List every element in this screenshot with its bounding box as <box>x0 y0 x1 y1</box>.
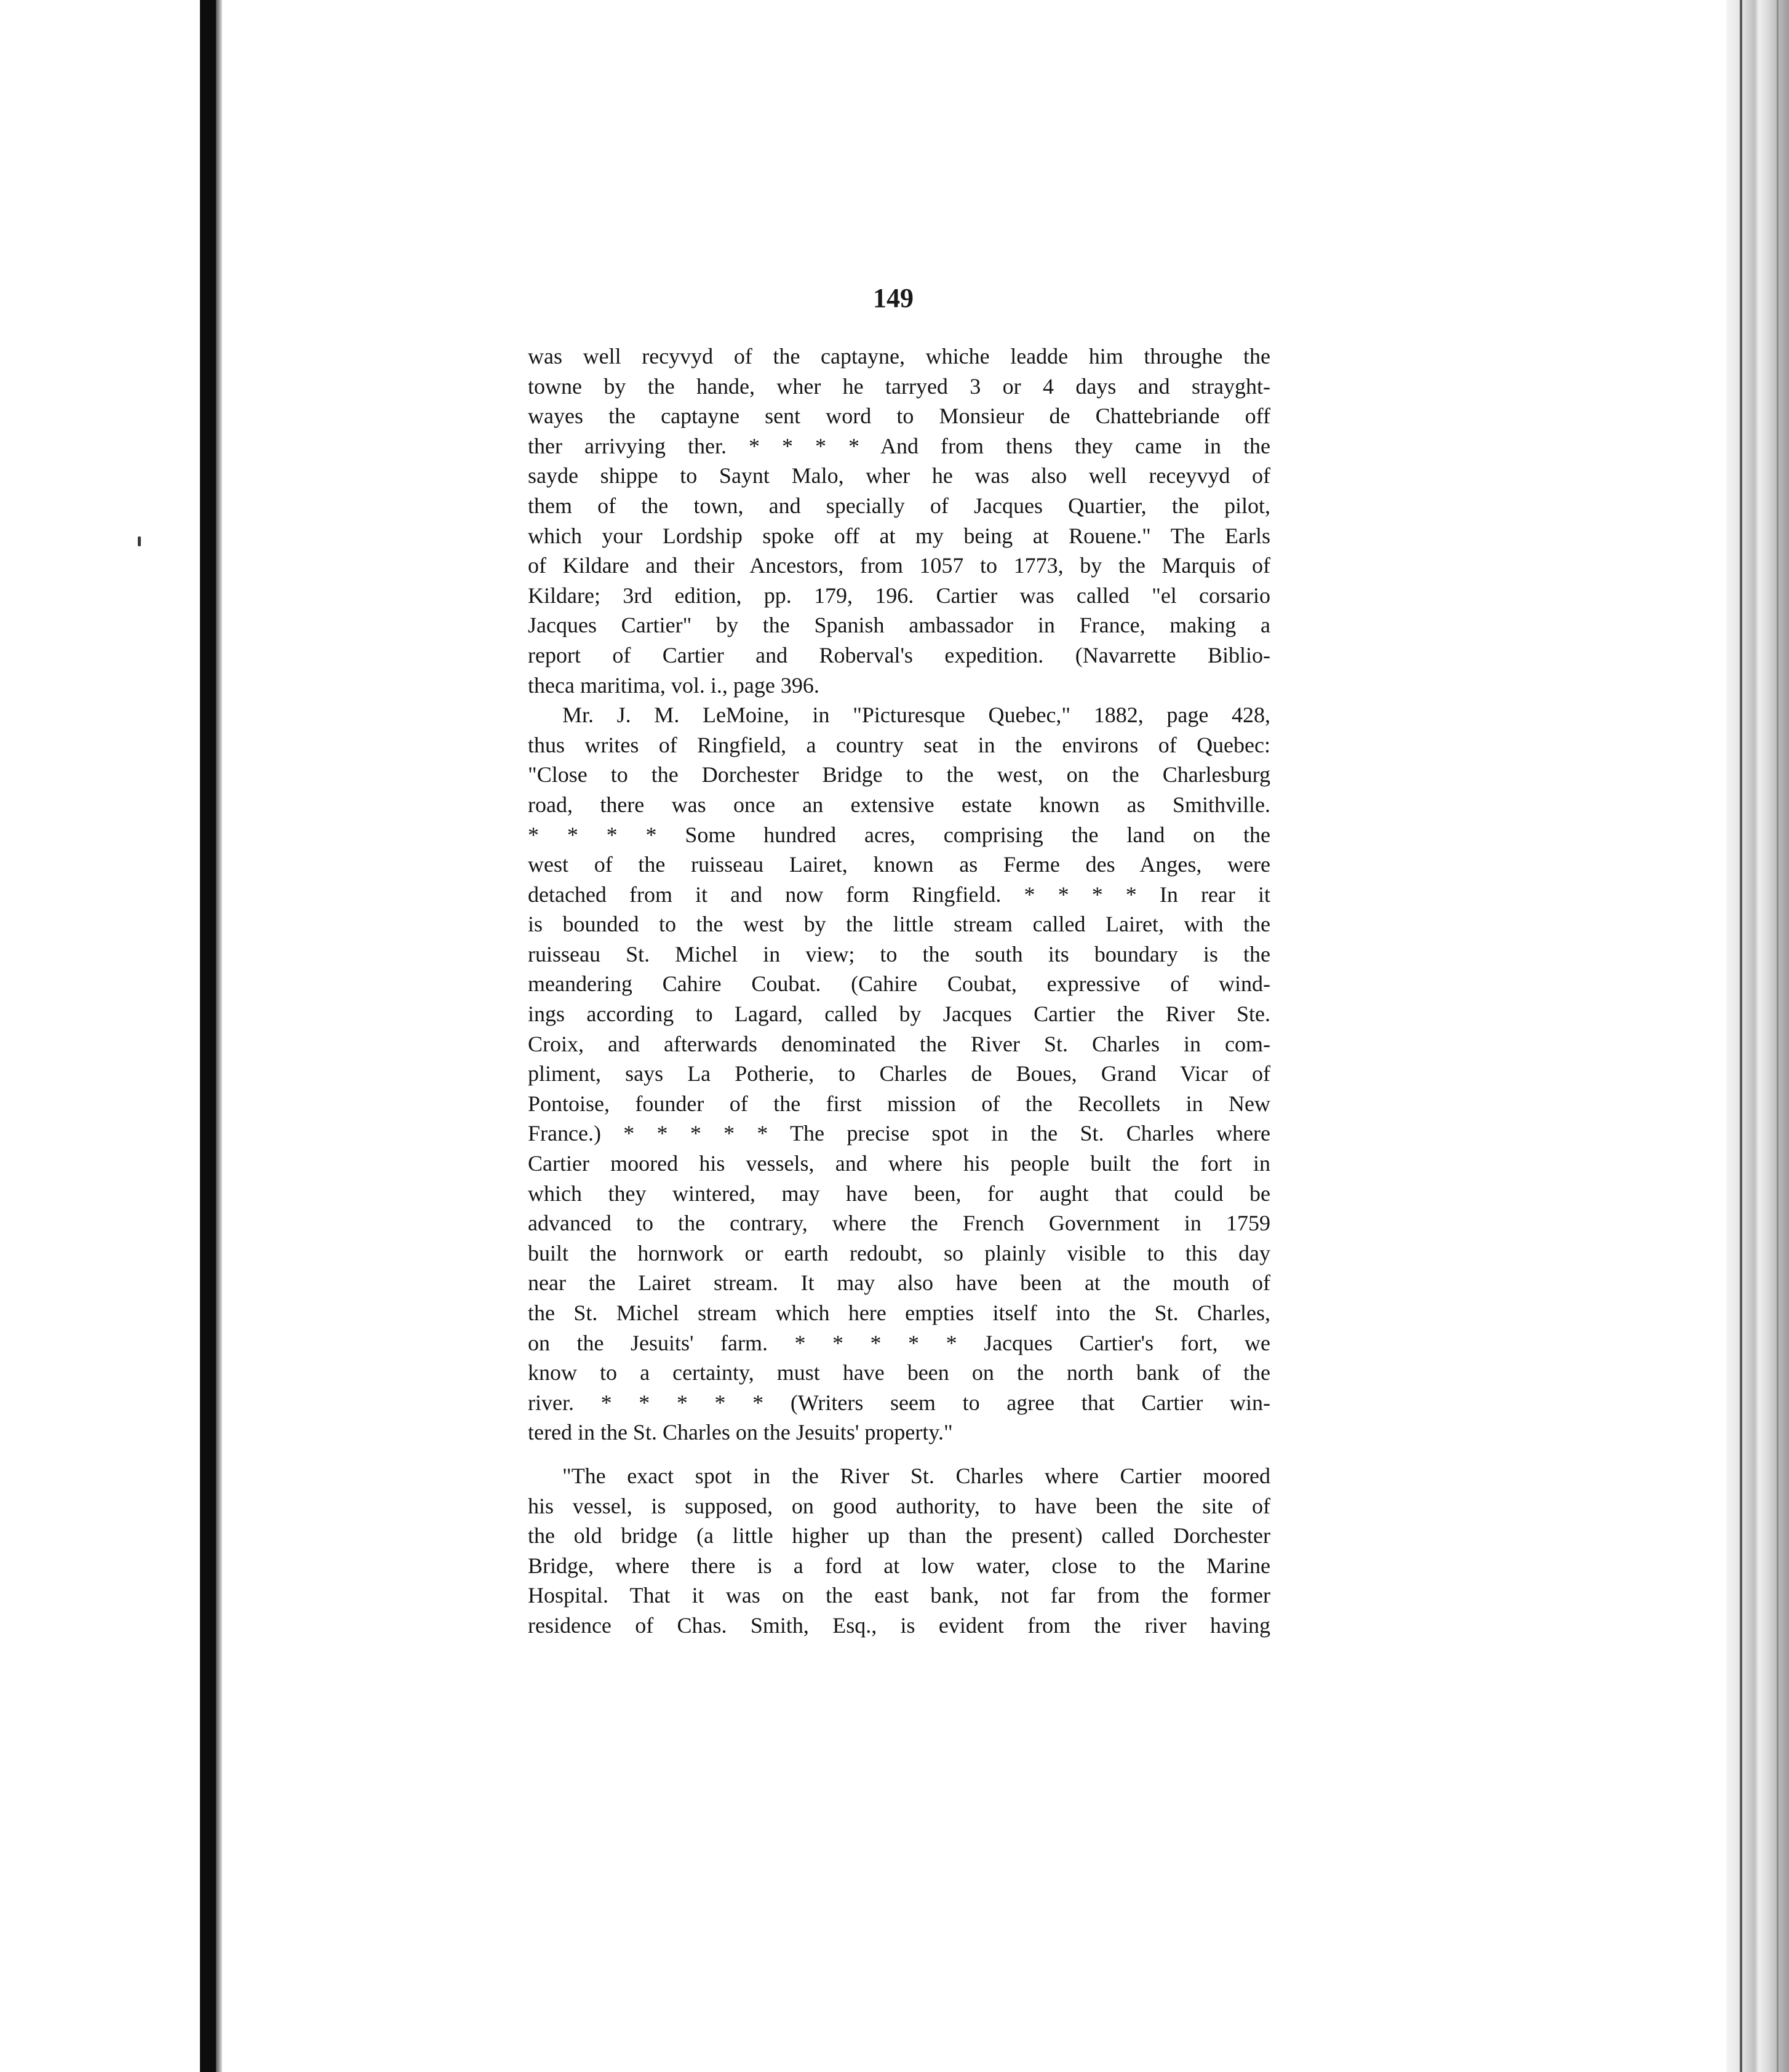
text-line: the St. Michel stream which here empties itself into the St. Charles, <box>528 1301 1270 1325</box>
text-line: Cartier moored his vessels, and where his people built the fort in <box>528 1151 1270 1176</box>
text-line: built the hornwork or earth redoubt, so plainly visible to this day <box>528 1240 1270 1265</box>
right-page-edges <box>1726 0 1789 2072</box>
text-line: on the Jesuits' farm. * * * * * Jacques Cartier's fort, we <box>528 1330 1270 1355</box>
text-line: residence of Chas. Smith, Esq., is evident from the river having <box>528 1612 1270 1638</box>
text-line: Croix, and afterwards denominated the River St. Charles in com- <box>528 1031 1270 1056</box>
text-line: Jacques Cartier" by the Spanish ambassador in France, making a <box>528 613 1270 638</box>
text-line: river. * * * * * (Writers seem to agree that Cartier win- <box>528 1390 1270 1415</box>
text-line: "The exact spot in the River St. Charles where Cartier moored <box>562 1463 1270 1488</box>
text-line: "Close to the Dorchester Bridge to the west, on the Charlesburg <box>528 762 1270 787</box>
text-line: theca maritima, vol. i., page 396. <box>528 672 819 698</box>
left-binding-edge <box>200 0 216 2072</box>
text-line: detached from it and now form Ringfield. * * * * In rear it <box>528 882 1270 907</box>
text-line: meandering Cahire Coubat. (Cahire Coubat, expressive of wind- <box>528 971 1270 997</box>
text-line: ruisseau St. Michel in view; to the south its boundary is the <box>528 941 1270 966</box>
text-line: them of the town, and specially of Jacques Quartier, the pilot, <box>528 493 1270 518</box>
text-line: Hospital. That it was on the east bank, not far from the former <box>528 1583 1270 1608</box>
text-line: of Kildare and their Ancestors, from 1057 to 1773, by the Marquis of <box>528 553 1270 578</box>
text-line: advanced to the contrary, where the French Government in 1759 <box>528 1211 1270 1236</box>
text-line: ings according to Lagard, called by Jacques Cartier the River Ste. <box>528 1002 1270 1027</box>
text-line: Kildare; 3rd edition, pp. 179, 196. Cartier was called "el corsario <box>528 583 1270 608</box>
text-line: sayde shippe to Saynt Malo, wher he was also well receyvyd of <box>528 463 1270 488</box>
text-line: which your Lordship spoke off at my being at Rouene." The Earls <box>528 523 1270 548</box>
text-line: tered in the St. Charles on the Jesuits' property." <box>528 1420 953 1445</box>
text-line: which they wintered, may have been, for aught that could be <box>528 1181 1270 1206</box>
text-line: Bridge, where there is a ford at low water, close to the Marine <box>528 1553 1270 1578</box>
text-line: pliment, says La Potherie, to Charles de Boues, Grand Vicar of <box>528 1061 1270 1086</box>
body-text <box>528 341 1270 1641</box>
margin-mark <box>138 536 141 546</box>
page-number: 149 <box>873 283 914 313</box>
text-line: west of the ruisseau Lairet, known as Ferme des Anges, were <box>528 852 1270 877</box>
text-line: wayes the captayne sent word to Monsieur de Chattebriande off <box>528 404 1270 429</box>
text-line: Mr. J. M. LeMoine, in "Picturesque Quebec," 1882, page 428, <box>562 703 1270 728</box>
right-page-edge-line <box>1740 0 1742 2072</box>
paragraph-gap <box>528 1448 1270 1461</box>
text-line: know to a certainty, must have been on the north bank of the <box>528 1360 1270 1385</box>
text-line: near the Lairet stream. It may also have been at the mouth of <box>528 1270 1270 1296</box>
text-line: towne by the hande, wher he tarryed 3 or 4 days and strayght- <box>528 373 1270 399</box>
left-binding-shadow <box>216 0 222 2072</box>
text-line: ther arrivying ther. * * * * And from thens they came in the <box>528 433 1270 458</box>
text-line: road, there was once an extensive estate known as Smithville. <box>528 792 1270 817</box>
text-line: the old bridge (a little higher up than the present) called Dorchester <box>528 1523 1270 1548</box>
text-line: his vessel, is supposed, on good authority, to have been the site of <box>528 1493 1270 1518</box>
text-line: is bounded to the west by the little stream called Lairet, with the <box>528 912 1270 937</box>
text-line: thus writes of Ringfield, a country seat in the environs of Quebec: <box>528 732 1270 757</box>
text-line: Pontoise, founder of the first mission of the Recollets in New <box>528 1091 1270 1116</box>
right-page-edge-line-outer <box>1777 0 1779 2072</box>
text-line: France.) * * * * * The precise spot in the St. Charles where <box>528 1121 1270 1146</box>
text-line: * * * * Some hundred acres, comprising the land on the <box>528 822 1270 847</box>
text-line: report of Cartier and Roberval's expedition. (Navarrette Biblio- <box>528 642 1270 667</box>
text-line: was well recyvyd of the captayne, whiche leadde him throughe the <box>528 344 1270 369</box>
